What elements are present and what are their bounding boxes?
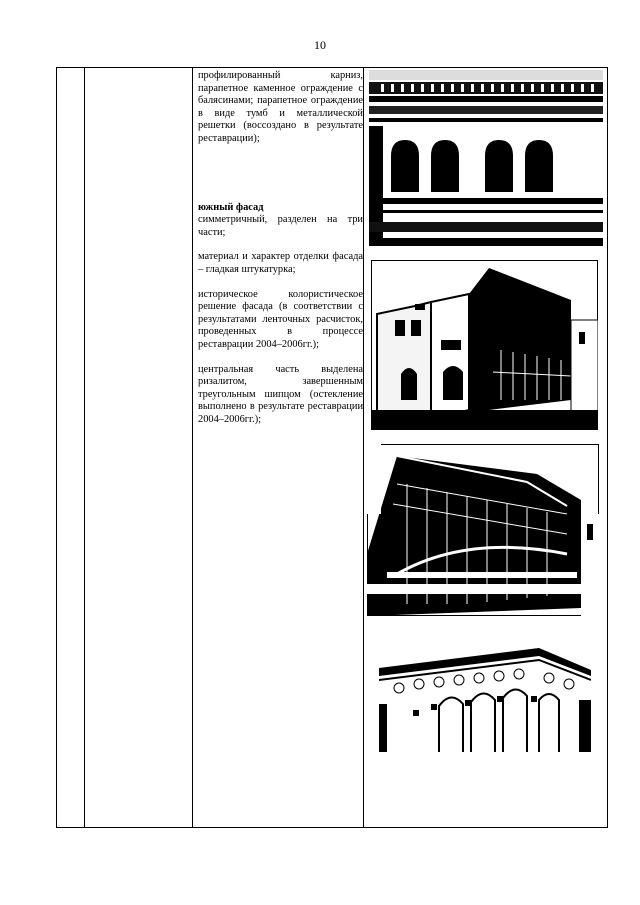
photo-cornice-arched-windows	[369, 70, 603, 246]
color-solution-text: историческое колористическое решение фасада (в соответствии с результатами ленточных расчисток, проведенных в процессе реставрации 2004–2006гг.);	[198, 288, 363, 350]
photo-ornamental-arches	[379, 644, 591, 752]
cornice-parapet-text: профилированный карниз, парапетное каменное ограждение с балясинами; парапетное ограждение в виде тумб и металлической решетки (воссоздано в результате реставрации);	[198, 70, 363, 144]
photo-south-facade	[371, 260, 598, 430]
column-divider-2	[192, 68, 193, 827]
monument-table	[56, 67, 608, 828]
south-facade-symmetry-text: симметричный, разделен на три части;	[198, 214, 363, 238]
page-number: 10	[314, 38, 326, 52]
description-column	[198, 70, 363, 426]
photo-glazed-gable	[367, 444, 599, 616]
south-facade-heading: южный фасад	[198, 201, 264, 213]
central-risalit-text: центральная часть выделена ризалитом, завершенным треугольным шипцом (остекление выполнено в результате реставрации 2004–2006гг.);	[198, 363, 363, 425]
column-divider-3	[363, 68, 364, 827]
south-facade-block	[198, 202, 363, 240]
facade-finish-text: материал и характер отделки фасада – гладкая штукатурка;	[198, 251, 363, 275]
column-divider-1	[84, 68, 85, 827]
